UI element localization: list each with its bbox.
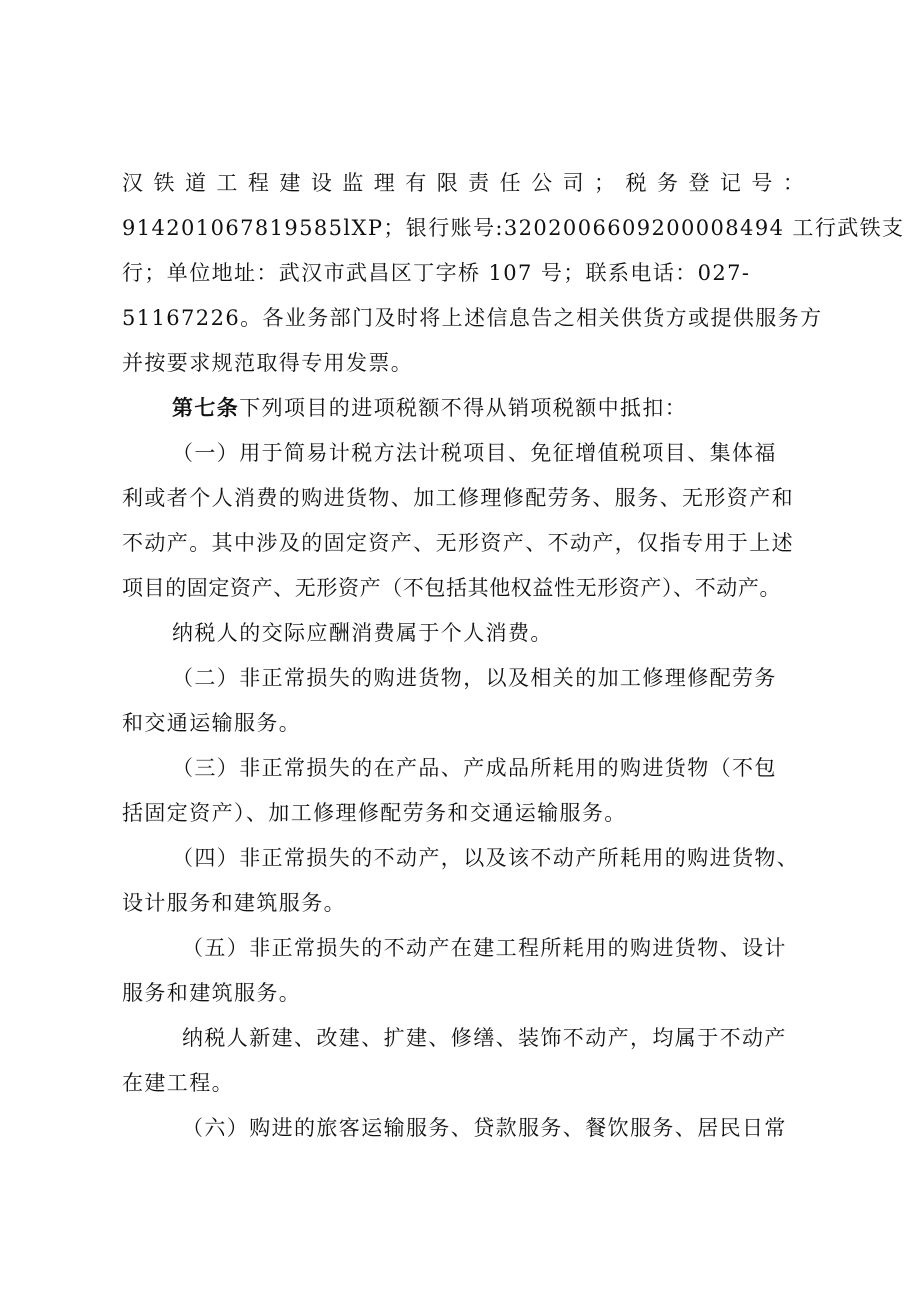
text-run: 括固定资产）、加工修理修配劳务和交通运输服务。 [122,801,627,825]
text-run: （二）非正常损失的购进货物，以及相关的加工修理修配劳务 [172,666,777,690]
article-number: 第七条 [172,395,240,420]
text-line [122,258,750,288]
text-run: 并按要求规范取得专用发票。 [122,351,414,375]
text-run: 下列项目的进项税额不得从销项税额中抵扣： [239,396,688,420]
text-run: 服务和建筑服务。 [122,981,302,1005]
text-run: 51167226。各业务部门及时将上述信息告之相关供货方或提供服务方 [122,306,823,330]
text-line [172,618,553,648]
article-heading-line [172,393,687,423]
text-line [172,438,777,468]
text-char: 公 [531,171,553,195]
text-char: 程 [247,171,269,195]
text-run: 利或者个人消费的购进货物、加工修理修配劳务、服务、无形资产和 [122,486,794,510]
text-char: 任 [499,171,521,195]
text-line [172,663,777,693]
text-line [122,348,413,378]
text-run: 在建工程。 [122,1071,234,1095]
text-run: （六）购进的旅客运输服务、贷款服务、餐饮服务、居民日常 [182,1116,787,1140]
text-line [122,708,301,738]
text-char: 道 [184,171,206,195]
text-char: 登 [688,171,710,195]
text-run: （五）非正常损失的不动产在建工程所耗用的购进货物、设计 [182,936,787,960]
text-line [122,798,627,828]
text-char: 务 [656,171,678,195]
text-run: 和交通运输服务。 [122,711,302,735]
text-run: 不动产。其中涉及的固定资产、无形资产、不动产，仅指专用于上述 [122,531,794,555]
text-line [182,933,787,963]
text-run: 914201067819585lXP；银行账号:3202006609200008494 工行武铁支 [122,216,905,240]
text-char: 理 [373,171,395,195]
text-line [122,303,822,333]
text-run: 设计服务和建筑服务。 [122,891,346,915]
text-char: 建 [279,171,301,195]
text-char: 汉 [122,171,143,195]
text-char: 限 [436,171,458,195]
text-line [122,168,804,198]
text-line [182,1113,787,1143]
text-run: 纳税人新建、改建、扩建、修缮、装饰不动产，均属于不动产 [182,1026,787,1050]
text-char: ； [594,171,616,195]
text-char: 号 [751,171,773,195]
text-char: 记 [719,171,741,195]
text-char: 司 [562,171,584,195]
text-run: （四）非正常损失的不动产，以及该不动产所耗用的购进货物、 [172,846,800,870]
text-line [122,1068,234,1098]
text-char: 铁 [153,171,175,195]
text-line [122,888,346,918]
text-run: （一）用于简易计税方法计税项目、免征增值税项目、集体福 [172,441,777,465]
text-line [172,843,799,873]
text-char: 监 [342,171,364,195]
text-line [122,483,794,513]
text-run: 纳税人的交际应酬消费属于个人消费。 [172,621,553,645]
text-run: 项目的固定资产、无形资产（不包括其他权益性无形资产）、不动产。 [122,576,782,600]
text-line [182,1023,787,1053]
text-char: 设 [310,171,332,195]
text-char: 工 [216,171,238,195]
text-char: 有 [405,171,427,195]
text-line [122,978,301,1008]
text-line [172,753,777,783]
text-char: 责 [468,171,490,195]
text-line [122,528,794,558]
text-char: 税 [625,171,647,195]
text-line [122,213,904,243]
text-char: ： [782,171,804,195]
text-run: 行；单位地址：武汉市武昌区丁字桥 107 号；联系电话：027- [122,261,751,285]
text-run: （三）非正常损失的在产品、产成品所耗用的购进货物（不包 [172,756,777,780]
text-line [122,573,781,603]
